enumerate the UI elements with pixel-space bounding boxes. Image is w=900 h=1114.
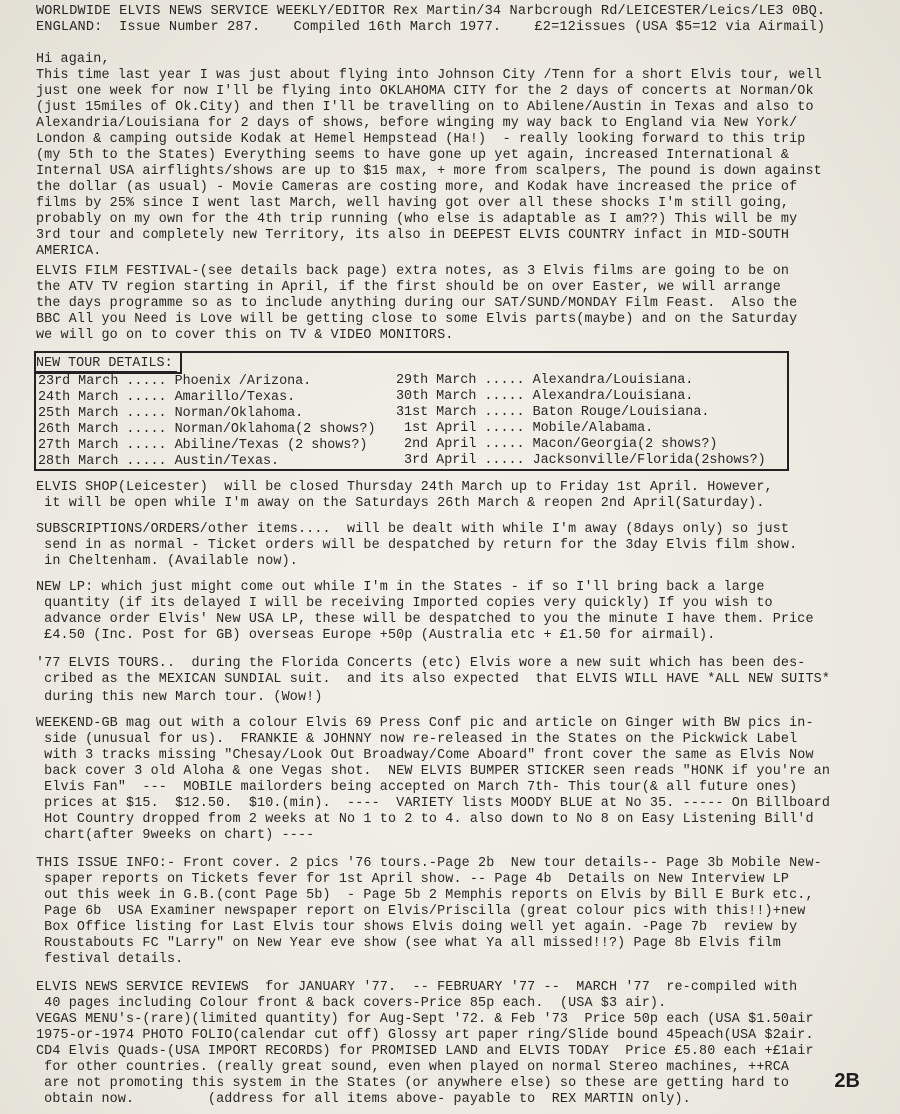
text-line: CD4 Elvis Quads-(USA IMPORT RECORDS) for PROMISED LAND and ELVIS TODAY Price £5.80 each +£1air bbox=[36, 1044, 814, 1059]
text-line: the dollar (as usual) - Movie Cameras are costing more, and Kodak have increased the price of bbox=[36, 180, 798, 195]
masthead-line-1: WORLDWIDE ELVIS NEWS SERVICE WEEKLY/EDITOR Rex Martin/34 Narbcrough Rd/LEICESTER/Leics/LE3 0BQ. bbox=[36, 4, 826, 19]
text-line: £4.50 (Inc. Post for GB) overseas Europe +50p (Australia etc + £1.50 for airmail). bbox=[36, 628, 716, 643]
text-line: the days programme so as to include anything during our SAT/SUND/MONDAY Film Feast. Also the bbox=[36, 296, 798, 311]
tour-date-row: 1st April ..... Mobile/Alabama. bbox=[396, 421, 654, 436]
text-line: it will be open while I'm away on the Saturdays 26th March & reopen 2nd April(Saturday). bbox=[36, 496, 765, 511]
text-line: THIS ISSUE INFO:- Front cover. 2 pics '76 tours.-Page 2b New tour details-- Page 3b Mobile New- bbox=[36, 856, 822, 871]
tour-date-row: 27th March ..... Abiline/Texas (2 shows?) bbox=[38, 438, 368, 453]
text-line: out this week in G.B.(cont Page 5b) - Page 5b 2 Memphis reports on Elvis by Bill E Burk etc., bbox=[36, 888, 814, 903]
text-line: side (unusual for us). FRANKIE & JOHNNY now re-released in the States on the Pickwick Label bbox=[36, 732, 798, 747]
text-line: London & camping outside Kodak at Hemel Hempstead (Ha!) - really looking forward to this trip bbox=[36, 132, 806, 147]
text-line: (my 5th to the States) Everything seems to have gone up yet again, increased International & bbox=[36, 148, 790, 163]
tour-date-row: 24th March ..... Amarillo/Texas. bbox=[38, 390, 296, 405]
text-line: the ATV TV region starting in April, if the first should be on over Easter, we will arrange bbox=[36, 280, 781, 295]
text-line: Hot Country dropped from 2 weeks at No 1 to 2 to 4. also down to No 8 on Easy Listening Bill'd bbox=[36, 812, 814, 827]
text-line: WEEKEND-GB mag out with a colour Elvis 69 Press Conf pic and article on Ginger with BW pics in- bbox=[36, 716, 814, 731]
tour-date-row: 23rd March ..... Phoenix /Arizona. bbox=[38, 374, 312, 389]
tour-date-row: 31st March ..... Baton Rouge/Louisiana. bbox=[396, 405, 710, 420]
text-line: prices at $15. $12.50. $10.(min). ---- VARIETY lists MOODY BLUE at No 35. ----- On Billboard bbox=[36, 796, 831, 811]
text-line: '77 ELVIS TOURS.. during the Florida Concerts (etc) Elvis wore a new suit which has been des- bbox=[36, 656, 806, 671]
text-line: 3rd tour and completely new Territory, its also in DEEPEST ELVIS COUNTRY infact in MID-SOUTH bbox=[36, 228, 790, 243]
text-line: chart(after 9weeks on chart) ---- bbox=[36, 828, 315, 843]
text-line: AMERICA. bbox=[36, 244, 102, 259]
tour-details-title: NEW TOUR DETAILS: bbox=[36, 356, 177, 372]
text-line: SUBSCRIPTIONS/ORDERS/other items.... will be dealt with while I'm away (8days only) so just bbox=[36, 522, 790, 537]
text-line: Roustabouts FC "Larry" on New Year eve show (see what Ya all missed!!?) Page 8b Elvis film bbox=[36, 936, 781, 951]
text-line: Box Office listing for Last Elvis tour shows Elvis doing well yet again. -Page 7b review by bbox=[36, 920, 798, 935]
tour-date-row: 28th March ..... Austin/Texas. bbox=[38, 454, 280, 469]
text-line: ELVIS SHOP(Leicester) will be closed Thursday 24th March up to Friday 1st April. However, bbox=[36, 480, 773, 495]
text-line: for other countries. (really great sound, even when played on normal Stereo machines, ++RCA bbox=[36, 1060, 790, 1075]
text-line: BBC All you Need is Love will be getting close to some Elvis parts(maybe) and on the Saturday bbox=[36, 312, 798, 327]
text-line: quantity (if its delayed I will be receiving Imported copies very quickly) If you wish to bbox=[36, 596, 773, 611]
text-line: send in as normal - Ticket orders will be despatched by return for the 3day Elvis film show. bbox=[36, 538, 798, 553]
text-line: 40 pages including Colour front & back covers-Price 85p each. (USA $3 air). bbox=[36, 996, 667, 1011]
text-line: Hi again, bbox=[36, 52, 110, 67]
text-line: cribed as the MEXICAN SUNDIAL suit. and its also expected that ELVIS WILL HAVE *ALL NEW SUITS* bbox=[36, 672, 831, 687]
tour-date-row: 29th March ..... Alexandra/Louisiana. bbox=[396, 373, 694, 388]
text-line: Elvis Fan" --- MOBILE mailorders being accepted on March 7th- This tour(& all future ones) bbox=[36, 780, 798, 795]
text-line: we will go on to cover this on TV & VIDEO MONITORS. bbox=[36, 328, 454, 343]
text-line: spaper reports on Tickets fever for 1st April show. -- Page 4b Details on New Interview LP bbox=[36, 872, 790, 887]
text-line: obtain now. (address for all items above- payable to REX MARTIN only). bbox=[36, 1092, 691, 1107]
text-line: festival details. bbox=[36, 952, 184, 967]
text-line: This time last year I was just about flying into Johnson City /Tenn for a short Elvis tour, well bbox=[36, 68, 822, 83]
tour-date-row: 26th March ..... Norman/Oklahoma(2 shows?) bbox=[38, 422, 376, 437]
text-line: with 3 tracks missing "Chesay/Look Out Broadway/Come Aboard" front cover the same as Elvis Now bbox=[36, 748, 814, 763]
masthead-line-2: ENGLAND: Issue Number 287. Compiled 16th March 1977. £2=12issues (USA $5=12 via Airmail) bbox=[36, 20, 826, 35]
text-line: NEW LP: which just might come out while I'm in the States - if so I'll bring back a large bbox=[36, 580, 765, 595]
text-line: films by 25% since I went last March, well having got over all these shocks I'm still going, bbox=[36, 196, 790, 211]
text-line: ELVIS NEWS SERVICE REVIEWS for JANUARY '77. -- FEBRUARY '77 -- MARCH '77 re-compiled with bbox=[36, 980, 798, 995]
text-line: during this new March tour. (Wow!) bbox=[36, 690, 323, 705]
text-line: in Cheltenham. (Available now). bbox=[36, 554, 298, 569]
tour-date-row: 25th March ..... Norman/Oklahoma. bbox=[38, 406, 304, 421]
text-line: advance order Elvis' New USA LP, these will be despatched to you the minute I have them. Price bbox=[36, 612, 814, 627]
text-line: VEGAS MENU's-(rare)(limited quantity) for Aug-Sept '72. & Feb '73 Price 50p each (USA $1.50air bbox=[36, 1012, 814, 1027]
page-number: 2B bbox=[834, 1070, 860, 1092]
text-line: just one week for now I'll be flying into OKLAHOMA CITY for the 2 days of concerts at Norman/Ok bbox=[36, 84, 814, 99]
text-line: Internal USA airflights/shows are up to $15 max, + more from scalpers, The pound is down against bbox=[36, 164, 822, 179]
text-line: ELVIS FILM FESTIVAL-(see details back page) extra notes, as 3 Elvis films are going to be on bbox=[36, 264, 790, 279]
text-line: (just 15miles of Ok.City) and then I'll be travelling on to Abilene/Austin in Texas and also to bbox=[36, 100, 814, 115]
text-line: probably on my own for the 4th trip running (who else is adaptable as I am??) This will be my bbox=[36, 212, 798, 227]
tour-date-row: 3rd April ..... Jacksonville/Florida(2shows?) bbox=[396, 453, 766, 468]
text-line: are not promoting this system in the States (or anywhere else) so these are getting hard to bbox=[36, 1076, 790, 1091]
tour-date-row: 30th March ..... Alexandra/Louisiana. bbox=[396, 389, 694, 404]
text-line: 1975-or-1974 PHOTO FOLIO(calendar cut off) Glossy art paper ring/Slide bound 45peach(USA $2air. bbox=[36, 1028, 814, 1043]
text-line: Alexandria/Louisiana for 2 days of shows, before winging my way back to England via New York/ bbox=[36, 116, 798, 131]
text-line: back cover 3 old Aloha & one Vegas shot. NEW ELVIS BUMPER STICKER seen reads "HONK if you're an bbox=[36, 764, 831, 779]
text-line: Page 6b USA Examiner newspaper report on Elvis/Priscilla (great colour pics with this!!)+new bbox=[36, 904, 806, 919]
tour-date-row: 2nd April ..... Macon/Georgia(2 shows?) bbox=[396, 437, 718, 452]
